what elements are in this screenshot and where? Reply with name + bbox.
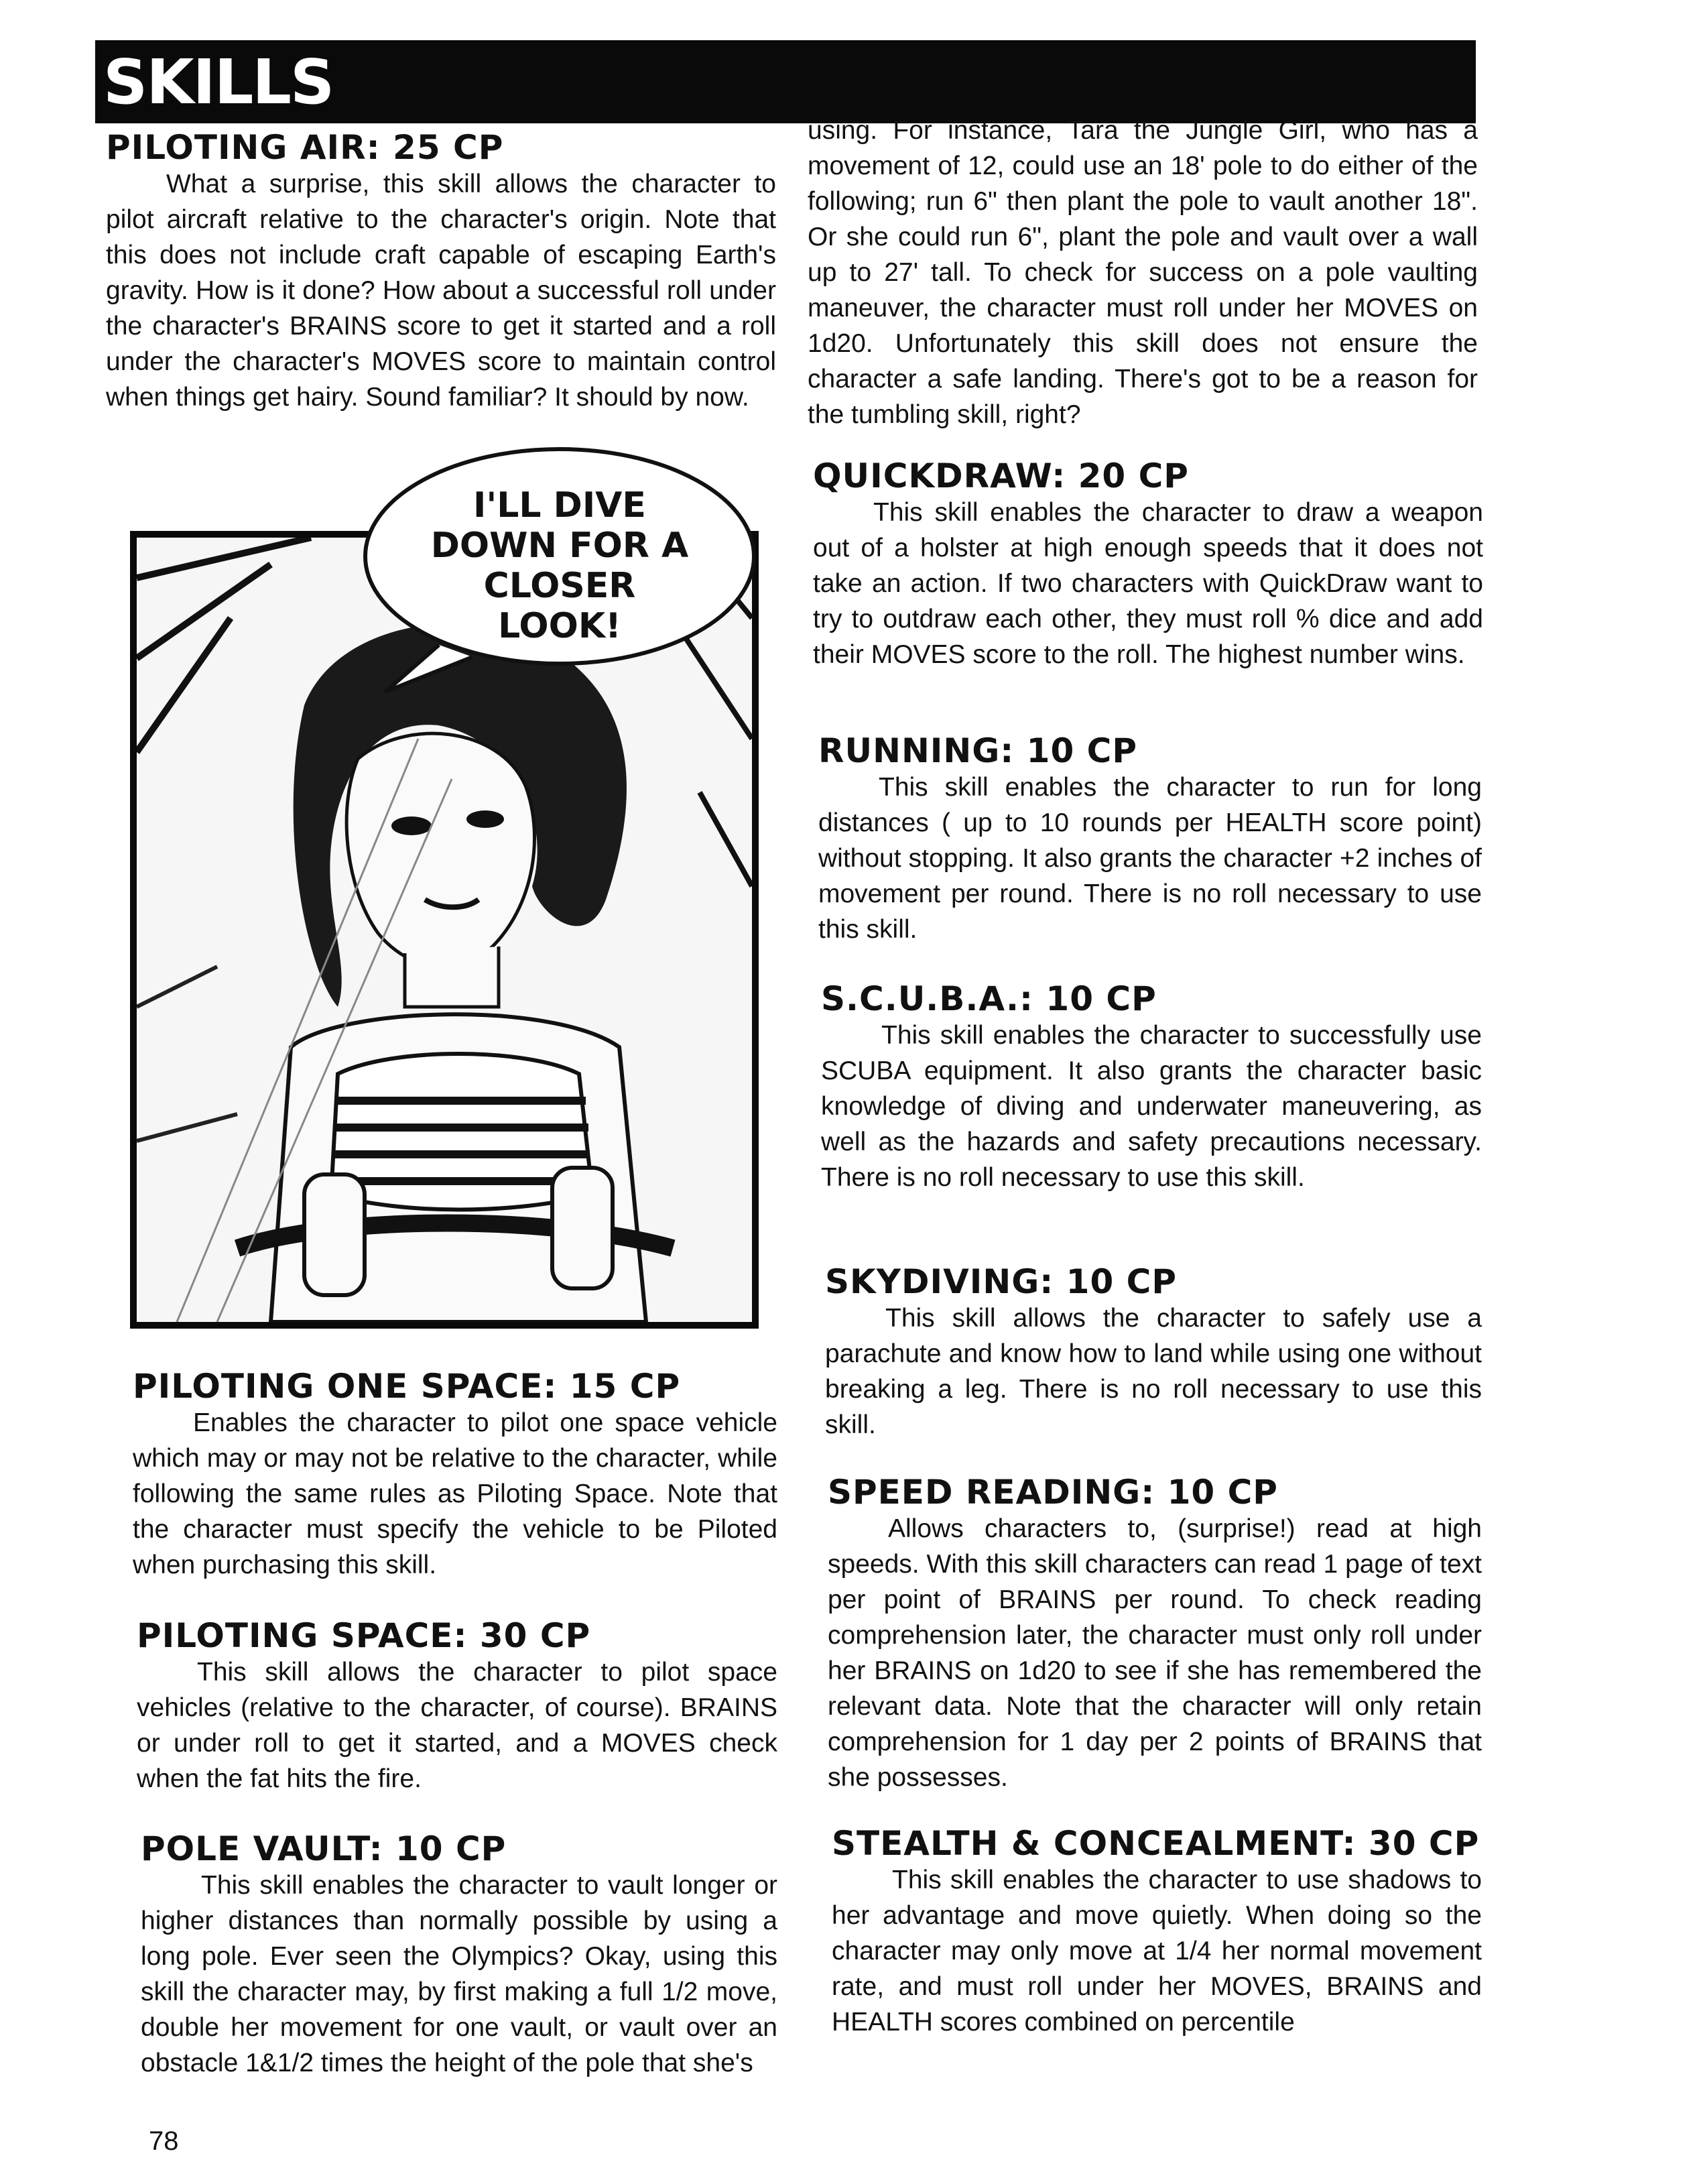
heading-quickdraw: QUICKDRAW: 20 CP [813,457,1189,495]
speech-bubble-text [359,485,761,646]
text-pole-vault-continued: using. For instance, Tara the Jungle Girl, who has a movement of 12, could use an 18' pole to do either of the following; run 6" then plant the pole to vault another 18". Or she could run 6", plant the pole and vault over a wall up to 27' tall. To check for success on a pole vaulting maneuver, the character must roll under her MOVES on 1d20. Unfortunately this skill does not ensure the character a safe landing. There's got to be a reason for the tumbling skill, right? [808,116,1478,429]
heading-piloting-air: PILOTING AIR: 25 CP [106,128,504,167]
text-pole-vault: This skill enables the character to vault longer or higher distances than normally possible by using a long pole. Ever seen the Olympics? Okay, using this skill the character may, by first making a full 1/2 move, double her movement for one vault, or vault over an obstacle 1&1/2 times the height of the pole that she's [141,1871,777,2077]
section-header-bar [95,40,1476,123]
text-piloting-space: This skill allows the character to pilot space vehicles (relative to the character, of course). BRAINS or under roll to get it started, and a MOVES check when the fat hits the fire. [137,1658,777,1793]
heading-piloting-space: PILOTING SPACE: 30 CP [137,1616,591,1655]
page-number: 78 [149,2126,179,2156]
text-skydiving: This skill allows the character to safely use a parachute and know how to land while using one without breaking a leg. There is no roll necessary to use this skill. [825,1304,1482,1439]
text-stealth-concealment: This skill enables the character to use shadows to her advantage and move quietly. When doing so the character may only move at 1/4 her normal movement rate, and must roll under her MOVES, BRAINS and HEALTH scores combined on percentile [832,1866,1482,2037]
heading-stealth-concealment: STEALTH & CONCEALMENT: 30 CP [832,1824,1480,1863]
text-piloting-air: What a surprise, this skill allows the character to pilot aircraft relative to the character's origin. Note that this does not include craft capable of escaping Earth's gravity. How is it done? How about a successful roll under the character's BRAINS score to get it started and a roll under the character's MOVES score to maintain control when things get hairy. Sound familiar? It should by now. [106,170,776,412]
heading-skydiving: SKYDIVING: 10 CP [825,1262,1177,1301]
text-piloting-one-space: Enables the character to pilot one space vehicle which may or may not be relative to the character, while following the same rules as Piloting Space. Note that the character must specify the vehicle to be Piloted when purchasing this skill. [133,1408,777,1579]
heading-speed-reading: SPEED READING: 10 CP [828,1473,1278,1512]
text-speed-reading: Allows characters to, (surprise!) read at high speeds. With this skill characters can read 1 page of text per point of BRAINS per round. To check reading comprehension later, the character must only roll under her BRAINS on 1d20 to see if she has remembered the relevant data. Note that the character will only retain comprehension for 1 day per 2 points of BRAINS that she possesses. [828,1514,1482,1792]
heading-pole-vault: POLE VAULT: 10 CP [141,1829,507,1868]
heading-running: RUNNING: 10 CP [818,731,1138,770]
section-title: SKILLS [103,46,334,118]
text-running: This skill enables the character to run for long distances ( up to 10 rounds per HEALTH score point) without stopping. It also grants the character +2 inches of movement per round. There is no roll necessary to use this skill. [818,773,1482,944]
heading-piloting-one-space: PILOTING ONE SPACE: 15 CP [133,1367,681,1406]
speech-line: DOWN FOR A [430,526,689,566]
speech-line: LOOK! [498,606,621,646]
heading-scuba: S.C.U.B.A.: 10 CP [821,979,1157,1018]
text-quickdraw: This skill enables the character to draw a weapon out of a holster at high enough speeds that it does not take an action. If two characters with QuickDraw want to try to outdraw each other, they must roll % dice and add their MOVES score to the roll. The highest number wins. [813,498,1483,669]
speech-line: CLOSER [483,566,636,606]
speech-bubble [359,444,761,693]
speech-line: I'LL DIVE [473,485,646,526]
text-scuba: This skill enables the character to successfully use SCUBA equipment. It also grants the character basic knowledge of diving and underwater maneuvering, as well as the hazards and safety precautions necessary. There is no roll necessary to use this skill. [821,1021,1482,1192]
